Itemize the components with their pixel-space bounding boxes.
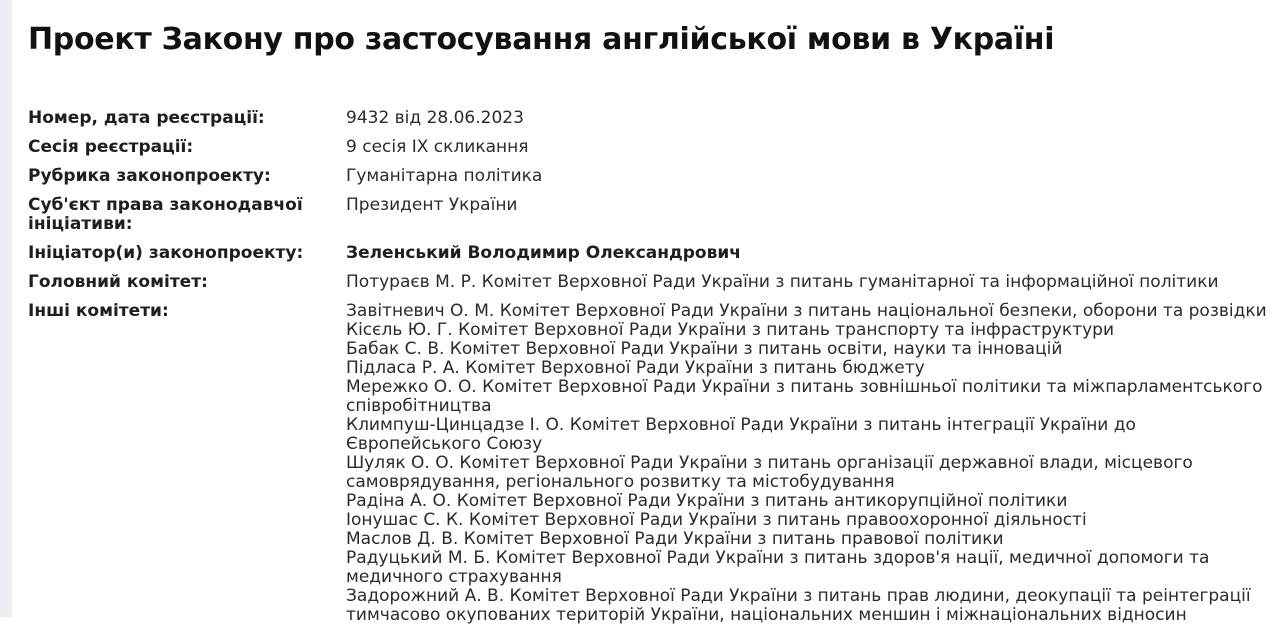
initiator-label: Ініціатор(и) законопроекту: [28, 243, 304, 263]
committee-item: Завітневич О. М. Комітет Верховної Ради України з питань національної безпеки, оборони та розвідки [346, 301, 1267, 321]
subject-label: Суб'єкт права законодавчої ініціативи: [28, 195, 303, 234]
committee-item: Радуцький М. Б. Комітет Верховної Ради України з питань здоров'я нації, медичної допомоги та медичного страхування [346, 548, 1210, 587]
committee-item: Задорожний А. В. Комітет Верховної Ради України з питань прав людини, деокупації та реінтеграції тимчасово окупованих територій України, національних меншин і міжнаціональних відносин [346, 586, 1251, 625]
rubric-label: Рубрика законопроекту: [28, 166, 271, 186]
main-committee-label: Головний комітет: [28, 272, 208, 292]
subject-value: Президент України [346, 195, 518, 215]
bill-info-table [28, 108, 1268, 625]
registration-row [28, 108, 1268, 137]
subject-row [28, 195, 1268, 243]
rubric-row [28, 166, 1268, 195]
main-committee-value: Потураєв М. Р. Комітет Верховної Ради України з питань гуманітарної та інформаційної політики [346, 272, 1219, 292]
initiator-row [28, 243, 1268, 272]
committee-item: Іонушас С. К. Комітет Верховної Ради України з питань правоохоронної діяльності [346, 510, 1087, 530]
committee-item: Кісєль Ю. Г. Комітет Верховної Ради України з питань транспорту та інфраструктури [346, 320, 1115, 340]
registration-value: 9432 від 28.06.2023 [346, 108, 524, 128]
other-committees-row [28, 301, 1268, 625]
session-label: Сесія реєстрації: [28, 137, 194, 157]
session-value: 9 сесія IX скликання [346, 137, 529, 157]
initiator-value: Зеленський Володимир Олександрович [346, 243, 741, 263]
main-committee-row [28, 272, 1268, 301]
rubric-value: Гуманітарна політика [346, 166, 543, 186]
committee-item: Підласа Р. А. Комітет Верховної Ради України з питань бюджету [346, 358, 925, 378]
committee-item: Мережко О. О. Комітет Верховної Ради України з питань зовнішньої політики та міжпарламентського співробітництва [346, 377, 1263, 416]
committee-item: Маслов Д. В. Комітет Верховної Ради України з питань правової політики [346, 529, 1004, 549]
committee-item: Бабак С. В. Комітет Верховної Ради України з питань освіти, науки та інновацій [346, 339, 1063, 359]
committee-item: Радіна А. О. Комітет Верховної Ради України з питань антикорупційної політики [346, 491, 1068, 511]
committee-item: Климпуш-Цинцадзе І. О. Комітет Верховної Ради України з питань інтеграції України до Європейського Союзу [346, 415, 1136, 454]
page-title: Проект Закону про застосування англійської мови в Україні [28, 22, 1055, 57]
session-row [28, 137, 1268, 166]
committee-item: Шуляк О. О. Комітет Верховної Ради України з питань організації державної влади, місцевого самоврядування, регіонального розвитку та містобудування [346, 453, 1193, 492]
other-committees-label: Інші комітети: [28, 301, 169, 321]
left-sidebar-strip [0, 0, 12, 617]
other-committees-list [346, 301, 1268, 625]
registration-label: Номер, дата реєстрації: [28, 108, 265, 128]
